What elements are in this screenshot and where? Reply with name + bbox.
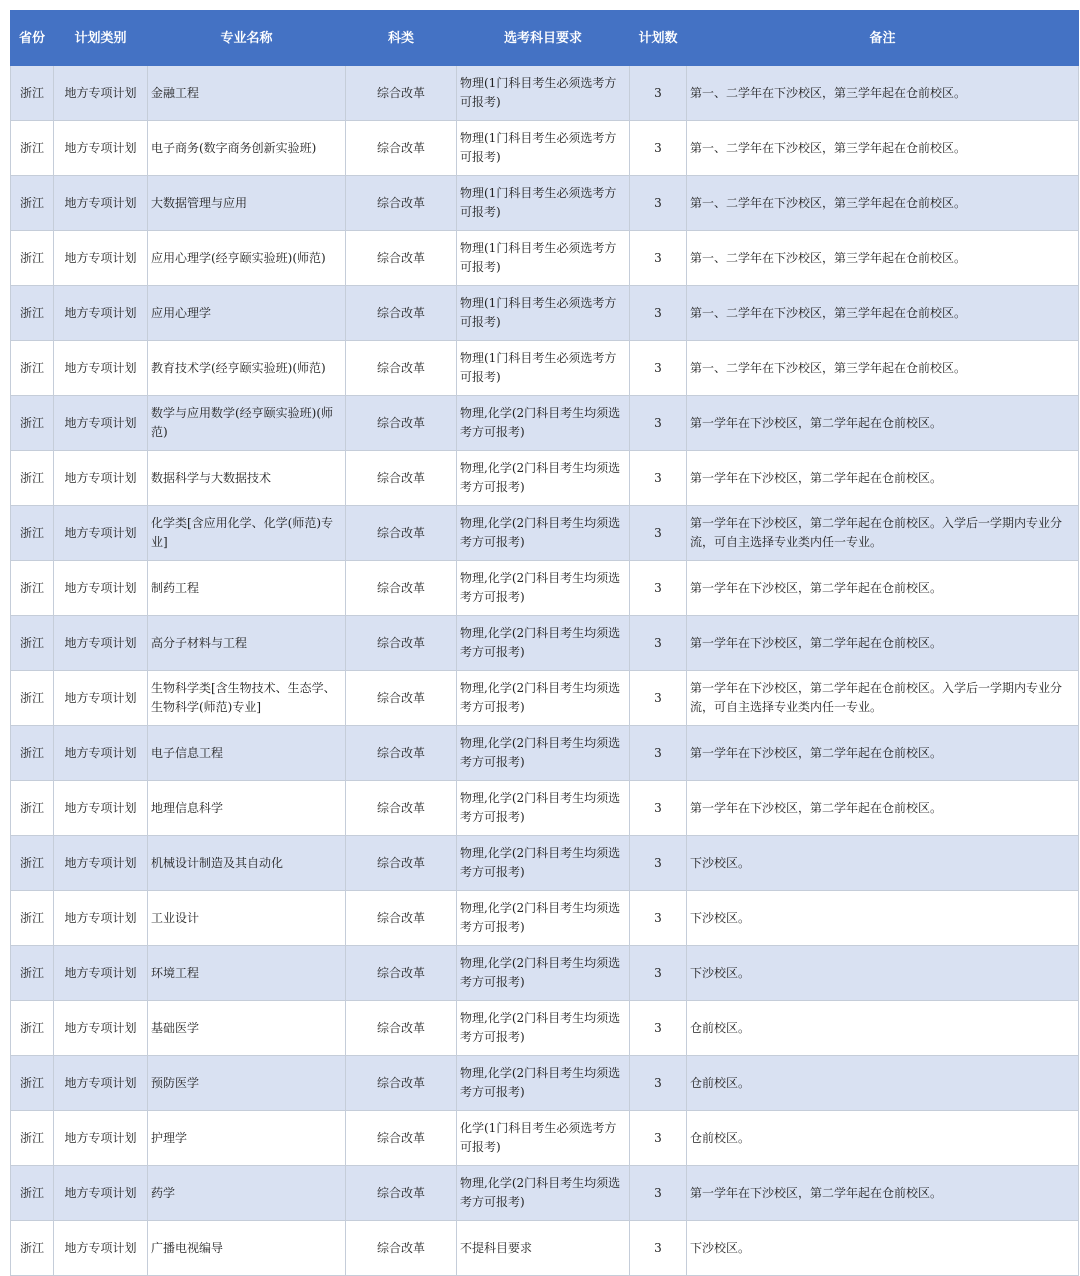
- cell-major: 地理信息科学: [148, 781, 346, 836]
- cell-province: 浙江: [11, 836, 54, 891]
- cell-major: 工业设计: [148, 891, 346, 946]
- table-row: [11, 66, 1079, 121]
- cell-province: 浙江: [11, 396, 54, 451]
- table-row: [11, 176, 1079, 231]
- cell-note: 第一学年在下沙校区，第二学年起在仓前校区。: [687, 781, 1079, 836]
- cell-requirement: 不提科目要求: [457, 1221, 630, 1276]
- cell-count: 3: [630, 1056, 687, 1111]
- table-row: [11, 451, 1079, 506]
- cell-plan-type: 地方专项计划: [54, 341, 148, 396]
- cell-requirement: 物理(1门科目考生必须选考方可报考): [457, 121, 630, 176]
- cell-plan-type: 地方专项计划: [54, 946, 148, 1001]
- cell-category: 综合改革: [346, 561, 457, 616]
- cell-major: 电子信息工程: [148, 726, 346, 781]
- cell-province: 浙江: [11, 176, 54, 231]
- table-row: [11, 1056, 1079, 1111]
- cell-category: 综合改革: [346, 396, 457, 451]
- cell-plan-type: 地方专项计划: [54, 176, 148, 231]
- cell-category: 综合改革: [346, 1221, 457, 1276]
- cell-province: 浙江: [11, 726, 54, 781]
- cell-count: 3: [630, 781, 687, 836]
- cell-count: 3: [630, 176, 687, 231]
- cell-requirement: 物理,化学(2门科目考生均须选考方可报考): [457, 1166, 630, 1221]
- cell-plan-type: 地方专项计划: [54, 396, 148, 451]
- cell-note: 第一学年在下沙校区，第二学年起在仓前校区。入学后一学期内专业分流，可自主选择专业类内任一专业。: [687, 671, 1079, 726]
- cell-note: 第一学年在下沙校区，第二学年起在仓前校区。: [687, 451, 1079, 506]
- cell-major: 电子商务(数字商务创新实验班): [148, 121, 346, 176]
- cell-plan-type: 地方专项计划: [54, 561, 148, 616]
- cell-category: 综合改革: [346, 616, 457, 671]
- cell-plan-type: 地方专项计划: [54, 671, 148, 726]
- header-note: 备注: [687, 11, 1079, 66]
- cell-category: 综合改革: [346, 1056, 457, 1111]
- cell-province: 浙江: [11, 891, 54, 946]
- cell-major: 金融工程: [148, 66, 346, 121]
- cell-count: 3: [630, 1111, 687, 1166]
- cell-major: 大数据管理与应用: [148, 176, 346, 231]
- cell-province: 浙江: [11, 451, 54, 506]
- cell-major: 数学与应用数学(经亨颐实验班)(师范): [148, 396, 346, 451]
- table-row: [11, 726, 1079, 781]
- cell-plan-type: 地方专项计划: [54, 836, 148, 891]
- cell-requirement: 物理,化学(2门科目考生均须选考方可报考): [457, 671, 630, 726]
- cell-province: 浙江: [11, 1001, 54, 1056]
- cell-requirement: 物理(1门科目考生必须选考方可报考): [457, 176, 630, 231]
- cell-requirement: 物理,化学(2门科目考生均须选考方可报考): [457, 946, 630, 1001]
- cell-plan-type: 地方专项计划: [54, 726, 148, 781]
- table-row: [11, 1111, 1079, 1166]
- cell-count: 3: [630, 1166, 687, 1221]
- table-header-row: [11, 11, 1079, 66]
- admission-plan-table: [10, 10, 1079, 1276]
- cell-count: 3: [630, 946, 687, 1001]
- cell-major: 生物科学类[含生物技术、生态学、生物科学(师范)专业]: [148, 671, 346, 726]
- cell-category: 综合改革: [346, 1111, 457, 1166]
- cell-requirement: 物理,化学(2门科目考生均须选考方可报考): [457, 781, 630, 836]
- cell-category: 综合改革: [346, 781, 457, 836]
- cell-requirement: 化学(1门科目考生必须选考方可报考): [457, 1111, 630, 1166]
- cell-province: 浙江: [11, 286, 54, 341]
- cell-category: 综合改革: [346, 121, 457, 176]
- cell-major: 广播电视编导: [148, 1221, 346, 1276]
- cell-province: 浙江: [11, 506, 54, 561]
- header-count: 计划数: [630, 11, 687, 66]
- cell-note: 第一、二学年在下沙校区，第三学年起在仓前校区。: [687, 176, 1079, 231]
- header-requirement: 选考科目要求: [457, 11, 630, 66]
- cell-requirement: 物理,化学(2门科目考生均须选考方可报考): [457, 836, 630, 891]
- cell-count: 3: [630, 231, 687, 286]
- table-row: [11, 616, 1079, 671]
- table-row: [11, 561, 1079, 616]
- header-province: 省份: [11, 11, 54, 66]
- cell-note: 第一学年在下沙校区，第二学年起在仓前校区。: [687, 1166, 1079, 1221]
- cell-count: 3: [630, 121, 687, 176]
- cell-requirement: 物理(1门科目考生必须选考方可报考): [457, 286, 630, 341]
- cell-note: 第一学年在下沙校区，第二学年起在仓前校区。: [687, 561, 1079, 616]
- cell-requirement: 物理(1门科目考生必须选考方可报考): [457, 66, 630, 121]
- cell-count: 3: [630, 726, 687, 781]
- cell-province: 浙江: [11, 66, 54, 121]
- cell-major: 数据科学与大数据技术: [148, 451, 346, 506]
- cell-major: 应用心理学: [148, 286, 346, 341]
- cell-category: 综合改革: [346, 231, 457, 286]
- cell-count: 3: [630, 506, 687, 561]
- cell-plan-type: 地方专项计划: [54, 616, 148, 671]
- table-row: [11, 1221, 1079, 1276]
- cell-note: 第一、二学年在下沙校区，第三学年起在仓前校区。: [687, 231, 1079, 286]
- table-row: [11, 891, 1079, 946]
- cell-plan-type: 地方专项计划: [54, 451, 148, 506]
- cell-major: 制药工程: [148, 561, 346, 616]
- header-plan-type: 计划类别: [54, 11, 148, 66]
- cell-province: 浙江: [11, 1221, 54, 1276]
- cell-note: 仓前校区。: [687, 1111, 1079, 1166]
- table-row: [11, 946, 1079, 1001]
- cell-plan-type: 地方专项计划: [54, 1056, 148, 1111]
- cell-plan-type: 地方专项计划: [54, 121, 148, 176]
- header-category: 科类: [346, 11, 457, 66]
- cell-note: 下沙校区。: [687, 836, 1079, 891]
- cell-category: 综合改革: [346, 946, 457, 1001]
- table-row: [11, 781, 1079, 836]
- cell-count: 3: [630, 286, 687, 341]
- cell-plan-type: 地方专项计划: [54, 1221, 148, 1276]
- cell-category: 综合改革: [346, 671, 457, 726]
- cell-category: 综合改革: [346, 1001, 457, 1056]
- cell-count: 3: [630, 1001, 687, 1056]
- cell-note: 第一学年在下沙校区，第二学年起在仓前校区。: [687, 726, 1079, 781]
- cell-category: 综合改革: [346, 836, 457, 891]
- cell-plan-type: 地方专项计划: [54, 506, 148, 561]
- cell-province: 浙江: [11, 781, 54, 836]
- cell-plan-type: 地方专项计划: [54, 1166, 148, 1221]
- cell-requirement: 物理(1门科目考生必须选考方可报考): [457, 341, 630, 396]
- table-row: [11, 671, 1079, 726]
- cell-province: 浙江: [11, 341, 54, 396]
- table-row: [11, 231, 1079, 286]
- cell-plan-type: 地方专项计划: [54, 66, 148, 121]
- table-row: [11, 1166, 1079, 1221]
- cell-note: 第一学年在下沙校区，第二学年起在仓前校区。入学后一学期内专业分流，可自主选择专业类内任一专业。: [687, 506, 1079, 561]
- cell-major: 高分子材料与工程: [148, 616, 346, 671]
- cell-requirement: 物理,化学(2门科目考生均须选考方可报考): [457, 1001, 630, 1056]
- cell-count: 3: [630, 616, 687, 671]
- cell-major: 药学: [148, 1166, 346, 1221]
- cell-requirement: 物理,化学(2门科目考生均须选考方可报考): [457, 506, 630, 561]
- cell-major: 基础医学: [148, 1001, 346, 1056]
- cell-requirement: 物理,化学(2门科目考生均须选考方可报考): [457, 561, 630, 616]
- cell-count: 3: [630, 891, 687, 946]
- cell-count: 3: [630, 451, 687, 506]
- cell-note: 第一学年在下沙校区，第二学年起在仓前校区。: [687, 396, 1079, 451]
- table-row: [11, 1001, 1079, 1056]
- cell-category: 综合改革: [346, 451, 457, 506]
- cell-major: 应用心理学(经亨颐实验班)(师范): [148, 231, 346, 286]
- cell-province: 浙江: [11, 671, 54, 726]
- cell-plan-type: 地方专项计划: [54, 1001, 148, 1056]
- cell-category: 综合改革: [346, 1166, 457, 1221]
- cell-requirement: 物理,化学(2门科目考生均须选考方可报考): [457, 396, 630, 451]
- cell-count: 3: [630, 671, 687, 726]
- cell-requirement: 物理,化学(2门科目考生均须选考方可报考): [457, 891, 630, 946]
- cell-note: 下沙校区。: [687, 946, 1079, 1001]
- cell-major: 机械设计制造及其自动化: [148, 836, 346, 891]
- cell-note: 第一、二学年在下沙校区，第三学年起在仓前校区。: [687, 66, 1079, 121]
- cell-major: 护理学: [148, 1111, 346, 1166]
- cell-requirement: 物理,化学(2门科目考生均须选考方可报考): [457, 616, 630, 671]
- table-row: [11, 396, 1079, 451]
- cell-note: 仓前校区。: [687, 1056, 1079, 1111]
- cell-province: 浙江: [11, 1111, 54, 1166]
- cell-note: 下沙校区。: [687, 1221, 1079, 1276]
- table-row: [11, 506, 1079, 561]
- header-major: 专业名称: [148, 11, 346, 66]
- table-row: [11, 836, 1079, 891]
- cell-note: 第一学年在下沙校区，第二学年起在仓前校区。: [687, 616, 1079, 671]
- cell-count: 3: [630, 836, 687, 891]
- cell-province: 浙江: [11, 1166, 54, 1221]
- cell-province: 浙江: [11, 231, 54, 286]
- cell-category: 综合改革: [346, 176, 457, 231]
- cell-category: 综合改革: [346, 341, 457, 396]
- cell-category: 综合改革: [346, 506, 457, 561]
- cell-requirement: 物理,化学(2门科目考生均须选考方可报考): [457, 1056, 630, 1111]
- table-row: [11, 121, 1079, 176]
- cell-category: 综合改革: [346, 286, 457, 341]
- cell-plan-type: 地方专项计划: [54, 781, 148, 836]
- cell-note: 第一、二学年在下沙校区，第三学年起在仓前校区。: [687, 286, 1079, 341]
- cell-major: 环境工程: [148, 946, 346, 1001]
- cell-requirement: 物理,化学(2门科目考生均须选考方可报考): [457, 726, 630, 781]
- table-row: [11, 341, 1079, 396]
- cell-category: 综合改革: [346, 891, 457, 946]
- cell-category: 综合改革: [346, 726, 457, 781]
- cell-count: 3: [630, 396, 687, 451]
- cell-count: 3: [630, 1221, 687, 1276]
- cell-major: 化学类[含应用化学、化学(师范)专业]: [148, 506, 346, 561]
- cell-count: 3: [630, 561, 687, 616]
- cell-plan-type: 地方专项计划: [54, 286, 148, 341]
- table-row: [11, 286, 1079, 341]
- cell-province: 浙江: [11, 561, 54, 616]
- admission-plan-table-container: [10, 10, 1078, 1276]
- cell-province: 浙江: [11, 616, 54, 671]
- cell-province: 浙江: [11, 1056, 54, 1111]
- cell-count: 3: [630, 66, 687, 121]
- cell-note: 第一、二学年在下沙校区，第三学年起在仓前校区。: [687, 121, 1079, 176]
- cell-requirement: 物理,化学(2门科目考生均须选考方可报考): [457, 451, 630, 506]
- cell-category: 综合改革: [346, 66, 457, 121]
- cell-note: 第一、二学年在下沙校区，第三学年起在仓前校区。: [687, 341, 1079, 396]
- cell-plan-type: 地方专项计划: [54, 1111, 148, 1166]
- cell-note: 仓前校区。: [687, 1001, 1079, 1056]
- cell-count: 3: [630, 341, 687, 396]
- cell-major: 教育技术学(经亨颐实验班)(师范): [148, 341, 346, 396]
- cell-province: 浙江: [11, 946, 54, 1001]
- cell-plan-type: 地方专项计划: [54, 891, 148, 946]
- cell-note: 下沙校区。: [687, 891, 1079, 946]
- cell-plan-type: 地方专项计划: [54, 231, 148, 286]
- cell-requirement: 物理(1门科目考生必须选考方可报考): [457, 231, 630, 286]
- cell-major: 预防医学: [148, 1056, 346, 1111]
- cell-province: 浙江: [11, 121, 54, 176]
